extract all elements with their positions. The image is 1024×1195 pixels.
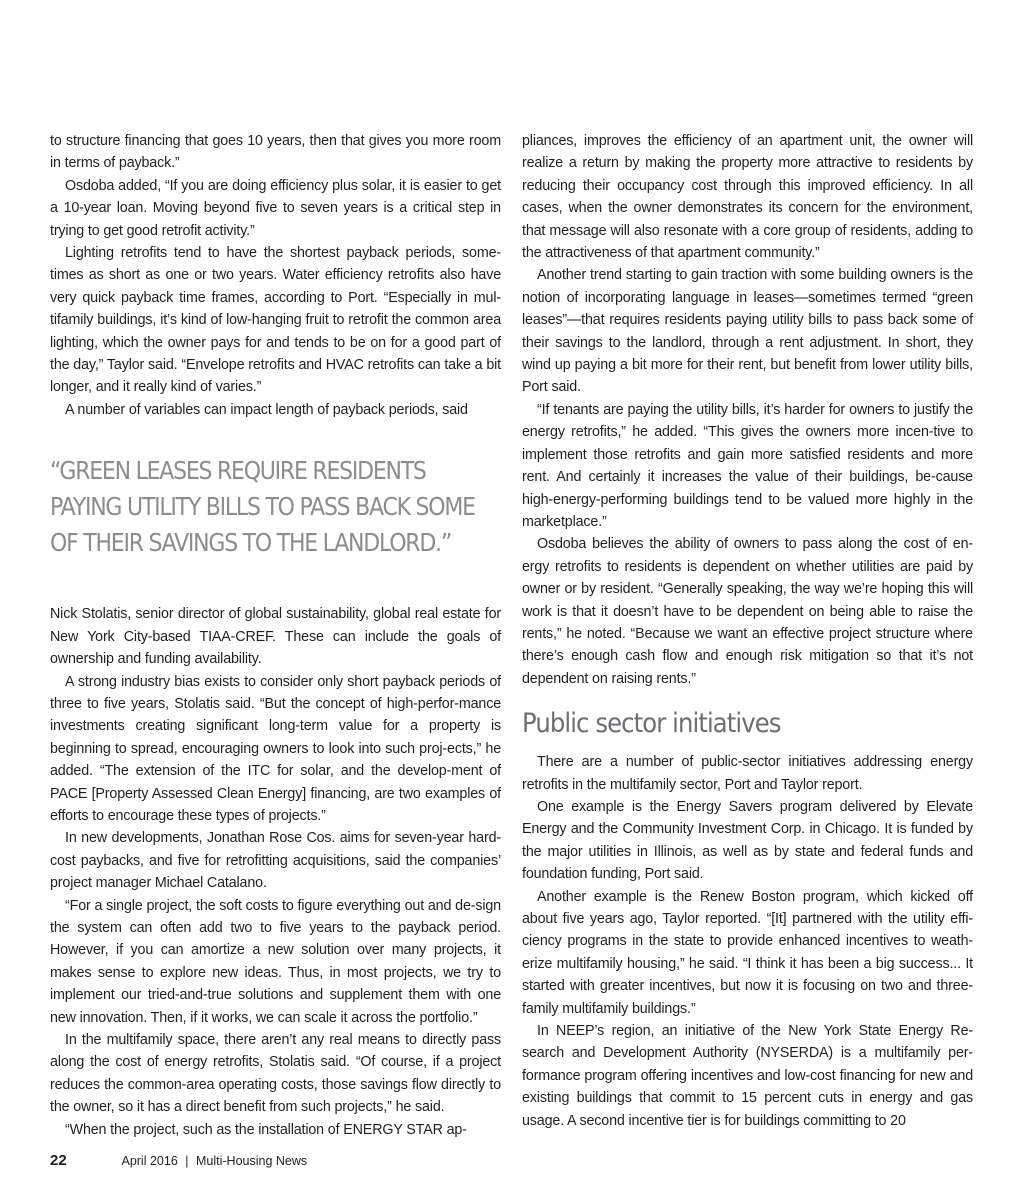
body-paragraph: “If tenants are paying the utility bills, it’s harder for owners to justify the energy retrofits,” he added. “This gives the owners more incen-tive to implement those retrofits and gain more satisfied residents and more rent. And certainly it increases the value of their buildings, be-cause high-energy-performing buildings tend to be valued more highly in the marketplace.” (522, 401, 973, 530)
footer-separator: | (185, 1154, 189, 1168)
body-paragraph: “For a single project, the soft costs to figure everything out and de-sign the system can often add two to five years to the payback period. However, if you can amortize a new solution over many projects, it makes sense to explore new ideas. Thus, in most projects, we try to implement our tried-and-true solutions and supplement them with one new innovation. Then, if it works, we can scale it across the portfolio.” (50, 897, 501, 1026)
body-paragraph: Osdoba added, “If you are doing efficiency plus solar, it is easier to get a 10-year loan. Moving beyond five to seven years is a critical step in trying to get good retrofit activity.” (50, 177, 501, 239)
page-footer (50, 1150, 307, 1172)
right-column (522, 130, 973, 1132)
body-paragraph: Another example is the Renew Boston program, which kicked off about five years ago, Taylor reported. “[It] partnered with the utility effi-ciency programs in the state to provide enhanced incentives to weath-erize multifamily housing,” he said. “I think it has been a big success... It started with greater incentives, but now it is focusing on two and three-family multifamily buildings.” (522, 888, 973, 1017)
body-paragraph: to structure financing that goes 10 years, then that gives you more room in terms of payback.” (50, 133, 501, 172)
body-paragraph: Another trend starting to gain traction with some building owners is the notion of incorporating language in leases—sometimes termed “green leases”—that requires residents paying utility bills to pass back some of their savings to the landlord, through a rent adjustment. In short, they wind up paying a bit more for their rent, but benefit from lower utility bills, Port said. (522, 267, 973, 396)
publication-name: Multi-Housing News (196, 1154, 308, 1168)
section-heading: Public sector initiatives (522, 708, 781, 740)
body-paragraph: A number of variables can impact length of payback periods, said (65, 401, 468, 418)
body-paragraph: In the multifamily space, there aren’t any real means to directly pass along the cost of energy retrofits, Stolatis said. “Of course, if a project reduces the common-area operating costs, those savings flow directly to the owner, so it has a direct benefit from such projects,” he said. (50, 1032, 501, 1116)
body-paragraph: One example is the Energy Savers program delivered by Elevate Energy and the Community Investment Corp. in Chicago. It is funded by the major utilities in Illinois, as well as by state and federal funds and foundation funding, Port said. (522, 798, 973, 883)
body-paragraph: pliances, improves the efficiency of an apartment unit, the owner will realize a return by making the property more attractive to residents by reducing their occupancy cost through this improved efficiency. In all cases, when the owner demonstrates its concern for the environment, that message will also resonate with a core group of residents, adding to the attractiveness of that apartment community.” (522, 133, 973, 262)
body-paragraph: “When the project, such as the installation of ENERGY STAR ap- (65, 1121, 467, 1138)
issue-date: April 2016 (121, 1154, 178, 1168)
body-paragraph: In NEEP’s region, an initiative of the New York State Energy Re-search and Development Authority (NYSERDA) is a multifamily per-formance program offering incentives and low-cost financing for new and existing buildings that commit to 15 percent cuts in energy and gas usage. A second incentive tier is for buildings committing to 20 (522, 1023, 973, 1129)
body-paragraph: In new developments, Jonathan Rose Cos. aims for seven-year hard-cost paybacks, and five for retrofitting acquisitions, said the companies’ project manager Michael Catalano. (50, 830, 501, 892)
left-column (50, 130, 501, 1141)
page-number: 22 (50, 1152, 67, 1169)
body-paragraph: Lighting retrofits tend to have the shortest payback periods, some-times as short as one or two years. Water efficiency retrofits also have very quick payback time frames, according to Port. “Especially in mul-tifamily buildings, it’s kind of low-hanging fruit to retrofit the common area lighting, which the owner pays for and tends to be on for a good part of the day,” Taylor said. “Envelope retrofits and HVAC retrofits can take a bit longer, and it really kind of varies.” (50, 245, 501, 396)
body-paragraph: A strong industry bias exists to consider only short payback periods of three to five years, Stolatis said. “But the concept of high-perfor-mance investments creating significant long-term value for a property is beginning to spread, encouraging owners to look into such proj-ects,” he added. “The extension of the ITC for solar, and the develop-ment of PACE [Property Assessed Clean Energy] financing, are two examples of efforts to encourage these types of projects.” (50, 673, 501, 824)
pull-quote: “GREEN LEASES REQUIRE RESIDENTS PAYING UTILITY BILLS TO PASS BACK SOME OF THEIR SAVINGS TO THE LANDLORD.” (50, 456, 475, 558)
body-paragraph: There are a number of public-sector initiatives addressing energy retrofits in the multifamily sector, Port and Taylor report. (522, 754, 973, 793)
body-paragraph: Nick Stolatis, senior director of global sustainability, global real estate for New York City-based TIAA-CREF. These can include the goals of ownership and funding availability. (50, 606, 501, 668)
body-paragraph: Osdoba believes the ability of owners to pass along the cost of en-ergy retrofits to residents is dependent on whether utilities are paid by owner or by resident. “Generally speaking, the way we’re hoping this will work is that it doesn’t have to be dependent on being able to raise the rents,” he noted. “Because we want an effective project structure where there’s enough cash flow and enough risk mitigation so that it’s not dependent on raising rents.” (522, 536, 973, 687)
